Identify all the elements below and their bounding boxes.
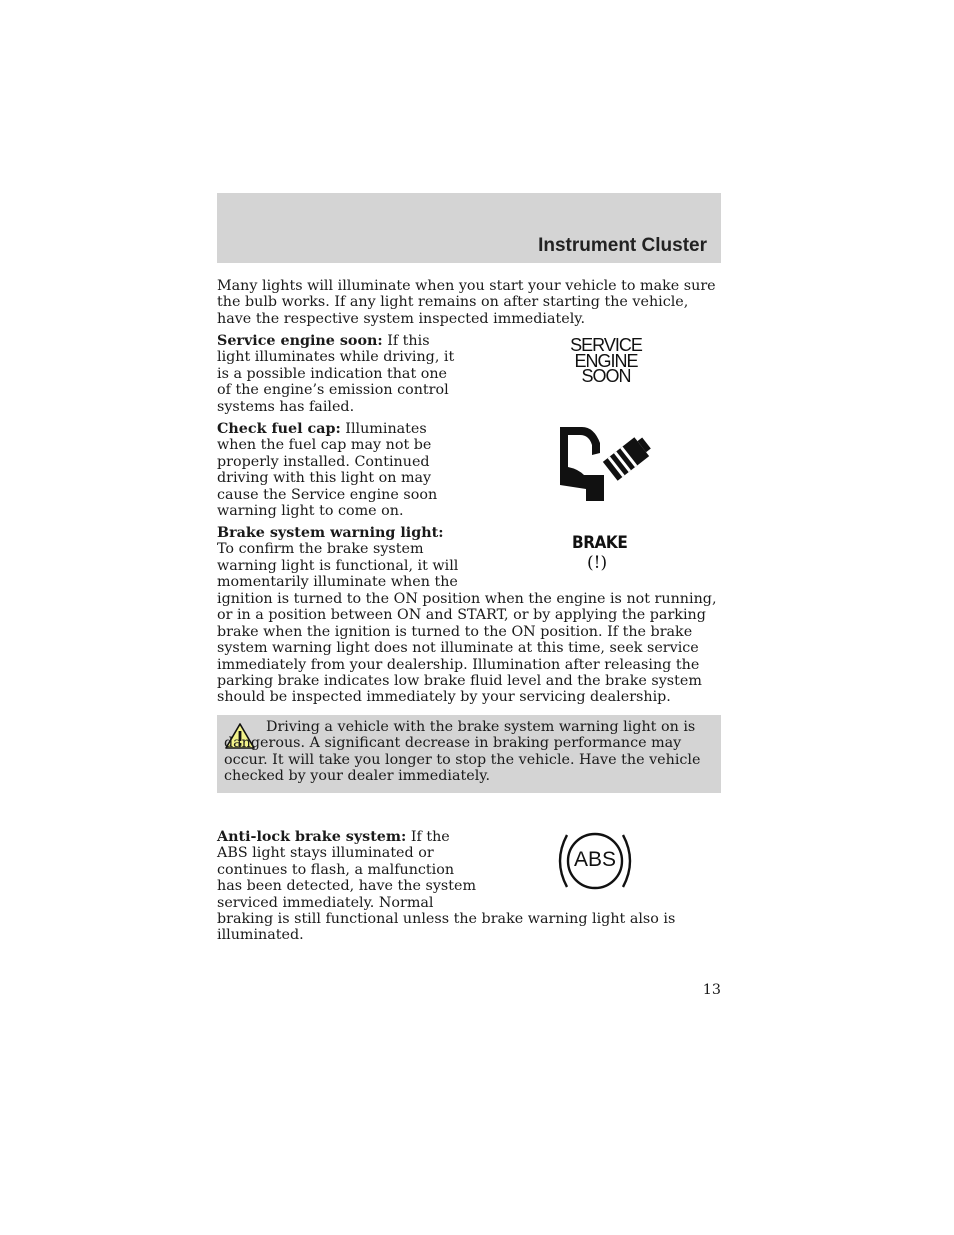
section-header	[217, 193, 721, 263]
abs-paragraph-narrow	[217, 829, 479, 911]
abs-label: Anti-lock brake system:	[217, 829, 407, 845]
fuel-cap-icon	[556, 423, 652, 505]
ses-line-3: SOON	[581, 366, 631, 386]
service-engine-label: Service engine soon:	[217, 333, 383, 349]
brake-exclamation-symbol: (!)	[587, 553, 608, 573]
fuel-cap-text: Illuminates when the fuel cap may not be properly installed. Continued driving with this light on may cause the Service engine soon warning light to come on.	[217, 421, 438, 520]
brake-paragraph-narrow	[217, 525, 462, 591]
fuel-cap-label: Check fuel cap:	[217, 421, 341, 437]
abs-icon-text: ABS	[573, 848, 617, 871]
page-number: 13	[702, 982, 721, 998]
abs-warning-icon	[557, 830, 633, 892]
ses-line-1: SERVICE	[570, 335, 642, 355]
brake-paragraph-wide: ignition is turned to the ON position when the engine is not running, or in a position between ON and START, or by applying the parking brake when the ignition is turned to the ON position. If the brake system warning light does not illuminate at this time, seek service immediately from your dealership. Illumination after releasing the parking brake indicates low brake fluid level and the brake system should be inspected immediately by your servicing dealership.	[217, 591, 717, 706]
service-engine-paragraph	[217, 333, 462, 415]
abs-text-narrow: If the ABS light stays illuminated or continues to flash, a malfunction has been detected, have the system serviced immediately. Normal	[217, 829, 476, 911]
intro-paragraph: Many lights will illuminate when you start your vehicle to make sure the bulb works. If any light remains on after starting the vehicle, have the respective system inspected immediately.	[217, 278, 716, 327]
abs-paragraph-wide: braking is still functional unless the brake warning light also is illuminated.	[217, 911, 676, 944]
brake-word: BRAKE	[572, 533, 628, 553]
warning-box	[217, 715, 721, 793]
warning-paragraph	[224, 719, 712, 785]
brake-warning-icon	[572, 533, 636, 577]
section-title: Instrument Cluster	[538, 235, 707, 256]
brake-label: Brake system warning light:	[217, 525, 444, 541]
service-engine-text: If this light illuminates while driving, it is a possible indication that one of the engine’s emission control systems has failed.	[217, 333, 455, 415]
service-engine-soon-icon	[560, 335, 652, 386]
ses-line-2: ENGINE	[574, 350, 638, 371]
fuel-cap-paragraph	[217, 421, 462, 519]
warning-text: Driving a vehicle with the brake system warning light on is dangerous. A significant decrease in braking performance may occur. It will take you longer to stop the vehicle. Have the vehicle checked by your dealer immediately.	[224, 719, 701, 785]
brake-text-narrow: To confirm the brake system warning light is functional, it will momentarily illuminate when the	[217, 541, 459, 591]
